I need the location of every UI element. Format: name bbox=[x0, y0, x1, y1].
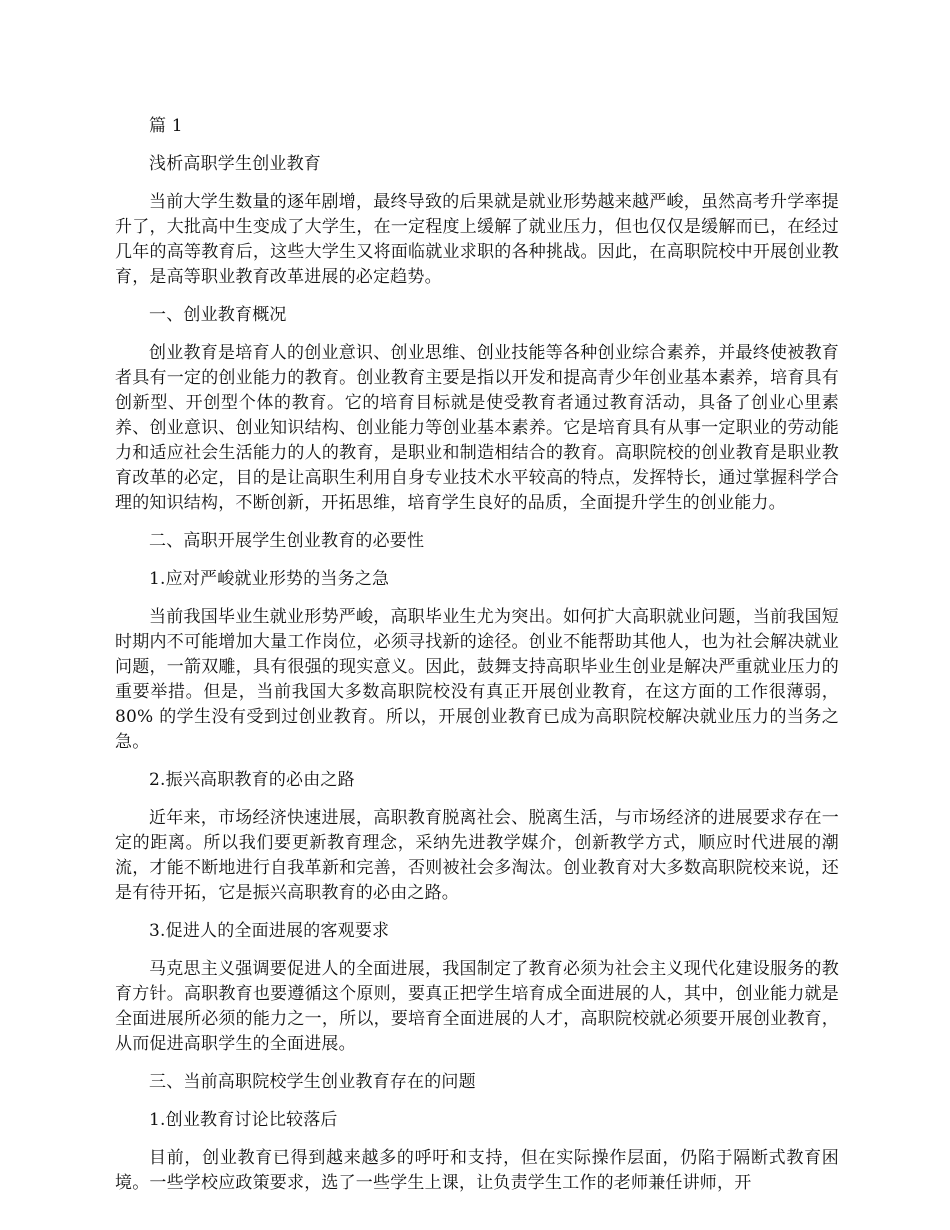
heading-overview: 一、创业教育概况 bbox=[149, 305, 287, 325]
urgent-paragraph: 当前我国毕业生就业形势严峻，高职毕业生尤为突出。如何扩大高职就业问题，当前我国短时期内不可能增加大量工作岗位，必须寻找新的途径。创业不能帮助其他人，也为社会解决就业问题，一箭双雕，具有很强的现实意义。因此，鼓舞支持高职毕业生创业是解决严重就业压力的重要举措。但是，当前我国大多数高职院校没有真正开展创业教育，在这方面的工作很薄弱，80% 的学生没有受到过创业教育。所以，开展创业教育已成为高职院校解决就业压力的当务之急。 bbox=[115, 607, 839, 752]
document-page bbox=[115, 114, 839, 1209]
revitalize-paragraph: 近年来，市场经济快速进展，高职教育脱离社会、脱离生活，与市场经济的进展要求存在一定的距离。所以我们要更新教育理念，采纳先进教学媒介，创新教学方式，顺应时代进展的潮流，才能不断地进行自我革新和完善，否则被社会多淘汰。创业教育对大多数高职院校来说，还是有待开拓，它是振兴高职教育的必由之路。 bbox=[115, 808, 839, 903]
subheading-development: 3.促进人的全面进展的客观要求 bbox=[149, 921, 390, 941]
article-title: 浅析高职学生创业教育 bbox=[149, 154, 321, 174]
subheading-revitalize: 2.振兴高职教育的必由之路 bbox=[149, 770, 355, 790]
discussion-paragraph: 目前，创业教育已得到越来越多的呼吁和支持，但在实际操作层面，仍陷于隔断式教育困境。一些学校应政策要求，选了一些学生上课，让负责学生工作的老师兼任讲师，开 bbox=[115, 1148, 839, 1193]
overview-paragraph: 创业教育是培育人的创业意识、创业思维、创业技能等各种创业综合素养，并最终使被教育者具有一定的创业能力的教育。创业教育主要是指以开发和提高青少年创业基本素养，培育具有创新型、开创型个体的教育。它的培育目标就是使受教育者通过教育活动，具备了创业心里素养、创业意识、创业知识结构、创业能力等创业基本素养。它是培育具有从事一定职业的劳动能力和适应社会生活能力的人的教育，是职业和制造相结合的教育。高职院校的创业教育是职业教育改革的必定，目的是让高职生利用自身专业技术水平较高的特点，发挥特长，通过掌握科学合理的知识结构，不断创新，开拓思维，培育学生良好的品质，全面提升学生的创业能力。 bbox=[115, 343, 839, 513]
section-label: 篇 1 bbox=[149, 116, 183, 136]
subheading-urgent: 1.应对严峻就业形势的当务之急 bbox=[149, 569, 390, 589]
heading-necessity: 二、高职开展学生创业教育的必要性 bbox=[149, 531, 425, 551]
development-paragraph: 马克思主义强调要促进人的全面进展，我国制定了教育必须为社会主义现代化建设服务的教育方针。高职教育也要遵循这个原则，要真正把学生培育成全面进展的人，其中，创业能力就是全面进展所必须的能力之一，所以，要培育全面进展的人才，高职院校就必须要开展创业教育，从而促进高职学生的全面进展。 bbox=[115, 959, 839, 1054]
intro-paragraph: 当前大学生数量的逐年剧增，最终导致的后果就是就业形势越来越严峻，虽然高考升学率提升了，大批高中生变成了大学生，在一定程度上缓解了就业压力，但也仅仅是缓解而已，在经过几年的高等教育后，这些大学生又将面临就业求职的各种挑战。因此，在高职院校中开展创业教育，是高等职业教育改革进展的必定趋势。 bbox=[115, 192, 839, 287]
subheading-discussion: 1.创业教育讨论比较落后 bbox=[149, 1110, 338, 1130]
heading-problems: 三、当前高职院校学生创业教育存在的问题 bbox=[149, 1072, 476, 1092]
